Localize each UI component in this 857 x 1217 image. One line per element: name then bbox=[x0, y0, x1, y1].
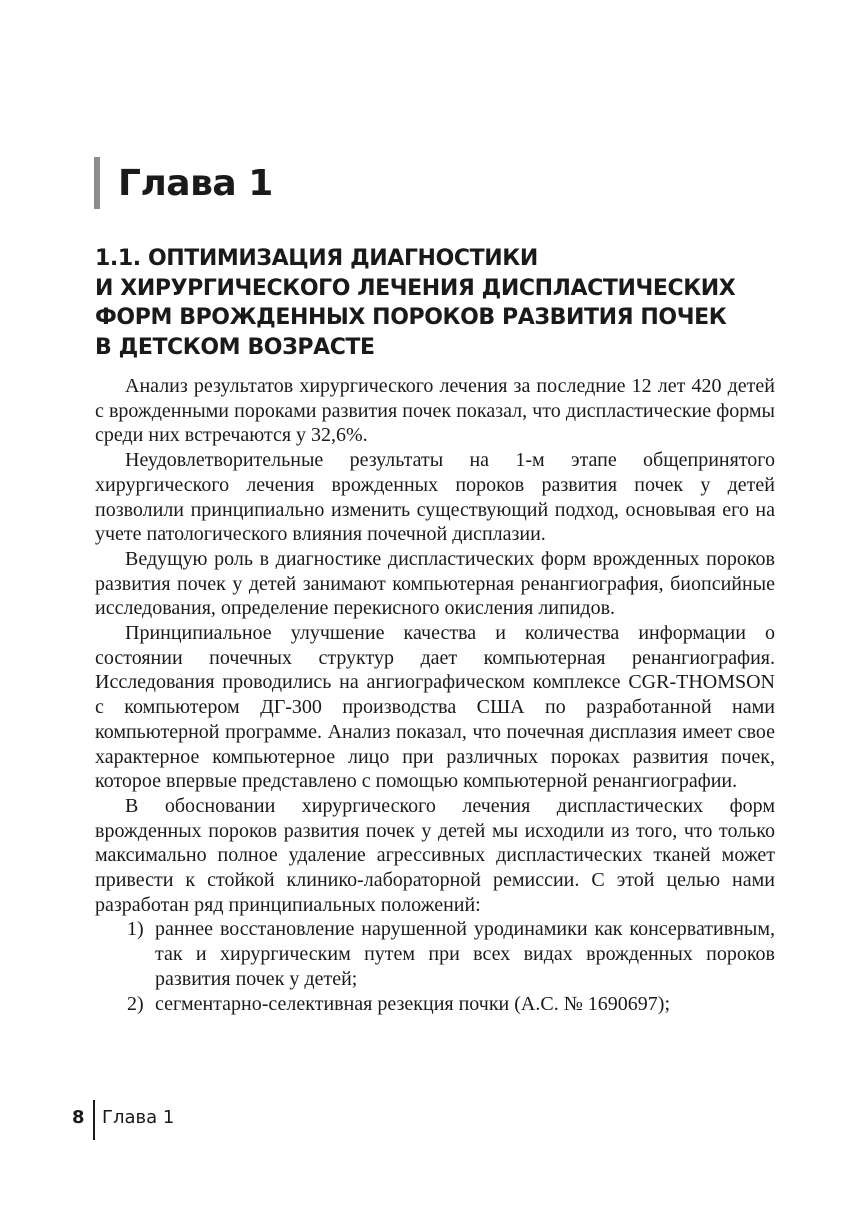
paragraph: Неудовлетворительные результаты на 1-м этапе общепринятого хирургического лечения врожденных пороков развития почек у детей позволили принципиально изменить существующий подход, основывая его на учете патологического влияния почечной дисплазии. bbox=[95, 449, 775, 546]
page-number: 8 bbox=[72, 1107, 85, 1128]
paragraph: Принципиальное улучшение качества и количества информации о состоянии почечных структур дает компьютерная ренангиография. Исследования проводились на ангиографическом комплексе CGR-THOMSON с компьютером ДГ-300 производства США по разработанной нами компьютерной программе. Анализ показал, что почечная дисплазия имеет свое характерное компьютерное лицо при различных пороках развития почек, которое впервые представлено с помощью компьютерной ренангиографии. bbox=[95, 622, 775, 793]
paragraph: Ведущую роль в диагностике диспластических форм врожденных пороков развития почек у детей занимают компьютерная ренангиография, биопсийные исследования, определение перекисного окисления липидов. bbox=[95, 547, 775, 620]
paragraph: Анализ результатов хирургического лечения за последние 12 лет 420 детей с врожденными пороками развития почек показал, что диспластические формы среди них встречаются у 32,6%. bbox=[95, 375, 775, 447]
principles-list bbox=[95, 917, 775, 1016]
running-head: Глава 1 bbox=[102, 1107, 175, 1128]
section-title-line: И ХИРУРГИЧЕСКОГО ЛЕЧЕНИЯ ДИСПЛАСТИЧЕСКИХ bbox=[95, 275, 736, 301]
list-item-text: сегментарно-селективная резекция почки (А.С. № 1690697); bbox=[155, 992, 670, 1015]
list-item bbox=[95, 992, 775, 1017]
section-title bbox=[95, 244, 775, 362]
section-title-line: 1.1. ОПТИМИЗАЦИЯ ДИАГНОСТИКИ bbox=[95, 246, 538, 271]
paragraph: В обосновании хирургического лечения диспластических форм врожденных пороков развития почек у детей мы исходили из того, что только максимально полное удаление агрессивных диспластических тканей может привести к стойкой клинико-лабораторной ремиссии. С этой целью нами разработан ряд принципиальных положений: bbox=[95, 794, 775, 916]
body-text bbox=[95, 374, 775, 1016]
chapter-marker-bar bbox=[94, 157, 100, 209]
section-title-line: ФОРМ ВРОЖДЕННЫХ ПОРОКОВ РАЗВИТИЯ ПОЧЕК bbox=[95, 305, 727, 330]
list-item-text: раннее восстановление нарушенной уродинамики как консервативным, так и хирургическим путем при всех видах врожденных пороков развития почек у детей; bbox=[155, 918, 775, 990]
list-item bbox=[95, 917, 775, 991]
list-item-number: 2) bbox=[127, 992, 144, 1015]
section-title-line: В ДЕТСКОМ ВОЗРАСТЕ bbox=[95, 334, 375, 360]
chapter-title: Глава 1 bbox=[118, 163, 273, 204]
list-item-number: 1) bbox=[127, 918, 144, 941]
footer-divider bbox=[93, 1100, 95, 1140]
